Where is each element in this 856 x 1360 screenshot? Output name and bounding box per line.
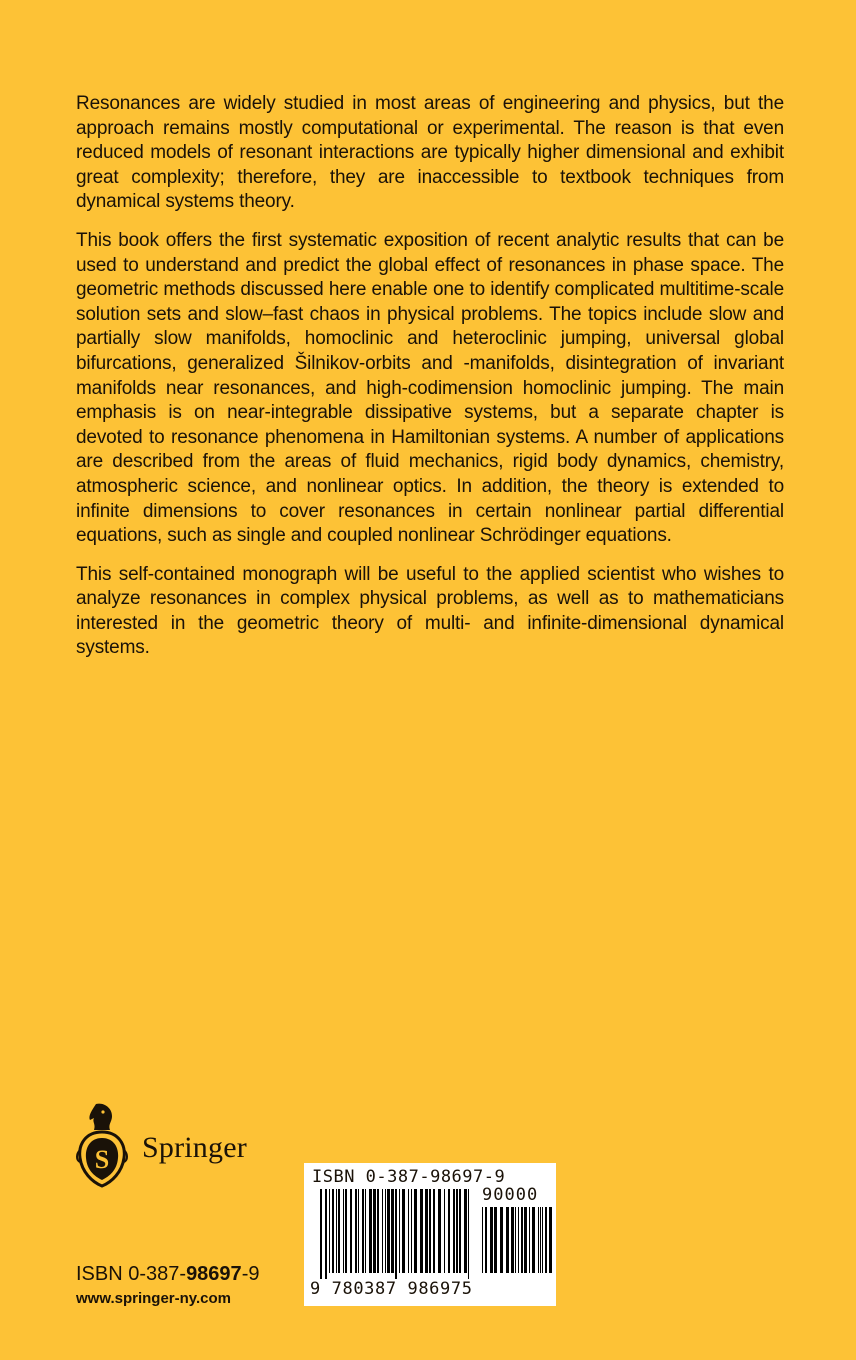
barcode-bar	[459, 1189, 461, 1273]
isbn-prefix: ISBN 0-387-	[76, 1263, 187, 1285]
barcode-bar	[444, 1189, 445, 1273]
blurb-paragraph-1: Resonances are widely studied in most areas of engineering and physics, but the approach remains mostly computational or experimental. The reason is that even reduced models of resonant interactions are typically higher dimensional and exhibit great complexity; therefore, they are inaccessible to textbook techniques from dynamical systems theory.	[76, 93, 784, 213]
barcode-bar	[540, 1207, 541, 1273]
barcode-bar	[369, 1189, 372, 1273]
svg-text:S: S	[94, 1145, 110, 1174]
barcode-bar	[329, 1189, 330, 1273]
barcode-bar	[402, 1189, 405, 1273]
blurb-paragraph-2: This book offers the first systematic exposition of recent analytic results that can be used to understand and predict the global effect of resonances in phase space. The geometric methods discussed here enable one to identify complicated multitime-scale solution sets and slow–fast chaos in physical problems. The topics include slow and partially slow manifolds, homoclinic and heteroclinic jumping, universal global bifurcations, generalized Šilnikov-orbits and -manifolds, disintegration of invariant manifolds near resonances, and high-codimension homoclinic jumping. The main emphasis is on near-integrable dissipative systems, but a separate chapter is devoted to resonance phenomena in Hamiltonian systems. A number of applications are described from the areas of fluid mechanics, rigid body dynamics, chemistry, atmospheric science, and nonlinear optics. In addition, the theory is extended to infinite dimensions to cover resonances in certain nonlinear partial differential equations, such as single and coupled nonlinear Schrödinger equations.	[76, 229, 784, 547]
barcode-bar	[373, 1189, 376, 1273]
barcode-bar	[506, 1207, 509, 1273]
barcode-bar	[532, 1207, 535, 1273]
addon-barcode-bars	[482, 1207, 552, 1279]
barcode-bar	[325, 1189, 327, 1279]
barcode-bar	[420, 1189, 423, 1273]
barcode-bar	[538, 1207, 539, 1273]
barcode-bar	[542, 1207, 543, 1273]
barcode-bar	[482, 1207, 483, 1273]
isbn-label	[76, 1262, 259, 1286]
barcode-bar	[425, 1189, 428, 1273]
barcode-bar	[411, 1189, 412, 1273]
isbn-suffix: -9	[241, 1263, 260, 1285]
barcode-bar	[395, 1189, 397, 1279]
barcode-bar	[438, 1189, 441, 1273]
barcode	[304, 1163, 556, 1306]
barcode-bar	[338, 1189, 340, 1273]
barcode-bar	[408, 1189, 409, 1273]
publisher-name: Springer	[142, 1131, 247, 1164]
barcode-bar	[345, 1189, 347, 1273]
barcode-bar	[500, 1207, 503, 1273]
barcode-bar	[355, 1189, 357, 1273]
barcode-bar	[382, 1189, 383, 1273]
blurb	[76, 92, 784, 675]
barcode-bar	[524, 1207, 527, 1273]
barcode-bar	[358, 1189, 359, 1273]
website-url: www.springer-ny.com	[76, 1290, 232, 1307]
ean-barcode-bars	[320, 1189, 472, 1279]
barcode-bar	[485, 1207, 487, 1273]
barcode-bar	[545, 1207, 547, 1273]
publisher-logo	[74, 1100, 247, 1190]
barcode-bar	[377, 1189, 379, 1273]
barcode-bar	[468, 1189, 469, 1279]
barcode-bar	[448, 1189, 450, 1273]
barcode-bar	[365, 1189, 366, 1273]
barcode-bar	[429, 1189, 431, 1273]
barcode-addon-number: 90000	[482, 1185, 539, 1205]
barcode-bar	[320, 1189, 322, 1279]
barcode-bar	[490, 1207, 493, 1273]
barcode-bar	[387, 1189, 390, 1273]
barcode-bar	[511, 1207, 514, 1273]
barcode-bar	[464, 1189, 467, 1273]
barcode-bar	[350, 1189, 352, 1273]
barcode-bar	[529, 1207, 530, 1273]
barcode-bar	[362, 1189, 364, 1273]
barcode-bar	[433, 1189, 435, 1273]
barcode-bar	[453, 1189, 455, 1273]
barcode-bar	[332, 1189, 334, 1273]
barcode-bar	[549, 1207, 552, 1273]
barcode-bar	[521, 1207, 523, 1273]
barcode-bar	[414, 1189, 417, 1273]
blurb-paragraph-3: This self-contained monograph will be useful to the applied scientist who wishes to analyze resonances in complex physical problems, as well as to mathematicians interested in the geometric theory of multi- and infinite-dimensional dynamical systems.	[76, 563, 784, 659]
barcode-bar	[456, 1189, 458, 1273]
springer-knight-icon	[74, 1100, 130, 1190]
barcode-bar	[515, 1207, 516, 1273]
barcode-bar	[518, 1207, 519, 1273]
barcode-bar	[385, 1189, 386, 1273]
barcode-ean-digits: 9 780387 986975	[310, 1279, 473, 1299]
barcode-bar	[494, 1207, 497, 1273]
barcode-bar	[343, 1189, 344, 1273]
barcode-bar	[391, 1189, 394, 1273]
barcode-bar	[336, 1189, 337, 1273]
barcode-isbn-line: ISBN 0-387-98697-9	[312, 1167, 506, 1187]
isbn-bold-part: 98697	[186, 1263, 242, 1285]
barcode-bar	[399, 1189, 400, 1273]
